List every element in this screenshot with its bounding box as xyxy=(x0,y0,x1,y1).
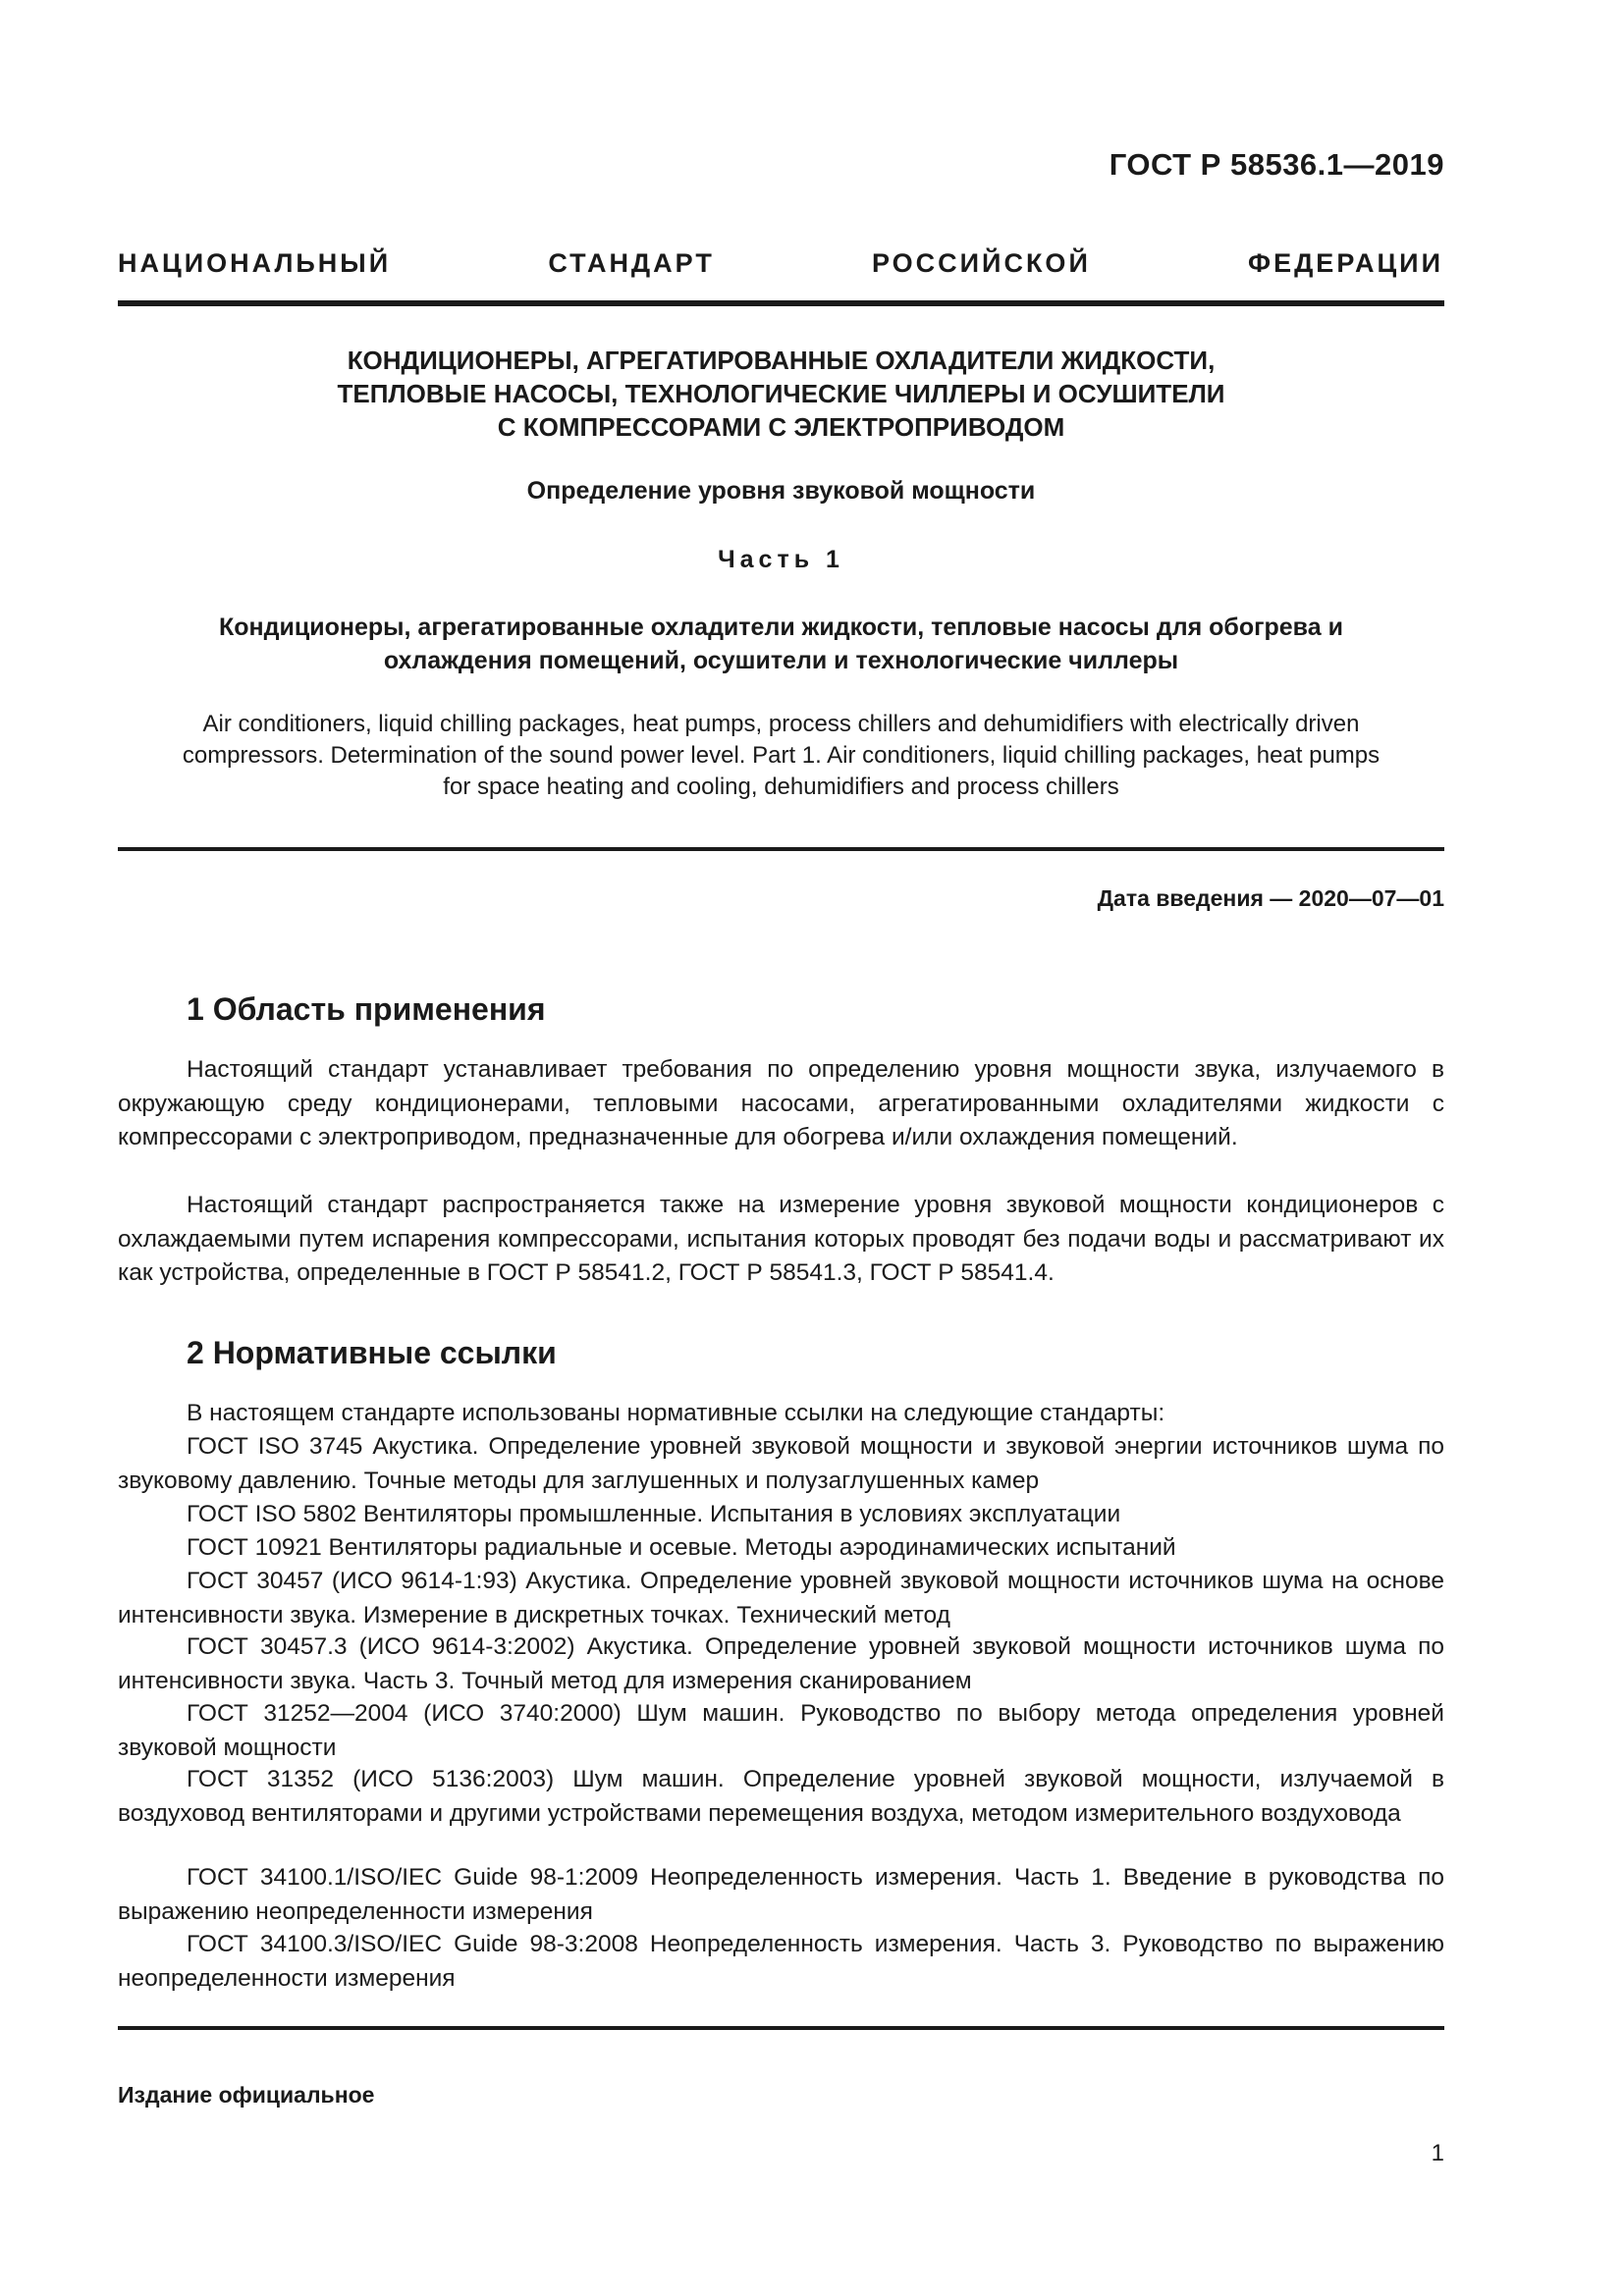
reference-item xyxy=(118,1630,1444,1698)
title-line: С КОМПРЕССОРАМИ С ЭЛЕКТРОПРИВОДОМ xyxy=(497,412,1065,442)
reference-item xyxy=(118,1430,1444,1498)
page-number: 1 xyxy=(1431,2140,1444,2166)
english-title-line: for space heating and cooling, dehumidifiers and process chillers xyxy=(443,774,1119,800)
part-title xyxy=(118,611,1444,677)
footer-rule xyxy=(118,2026,1444,2030)
reference-item xyxy=(118,1565,1444,1632)
paragraph-text: В настоящем стандарте использованы нормативные ссылки на следующие стандарты: xyxy=(187,1400,1165,1426)
reference-item xyxy=(118,1928,1444,1996)
reference-text: ГОСТ ISO 3745 Акустика. Определение уровней звуковой мощности и звуковой энергии источников шума по звуковому давлению. Точные методы для заглушенных и полузаглушенных камер xyxy=(118,1433,1444,1494)
reference-item xyxy=(118,1697,1444,1765)
section-1-heading: 1 Область применения xyxy=(187,991,546,1027)
reference-text: ГОСТ ISO 5802 Вентиляторы промышленные. Испытания в условиях эксплуатации xyxy=(187,1501,1121,1527)
document-number: ГОСТ Р 58536.1—2019 xyxy=(1109,147,1444,182)
title-line: ТЕПЛОВЫЕ НАСОСЫ, ТЕХНОЛОГИЧЕСКИЕ ЧИЛЛЕРЫ И ОСУШИТЕЛИ xyxy=(337,379,1225,408)
part-title-line: Кондиционеры, агрегатированные охладители жидкости, тепловые насосы для обогрева и xyxy=(219,614,1343,641)
paragraph-text: Настоящий стандарт устанавливает требования по определению уровня мощности звука, излучаемого в окружающую среду кондиционерами, тепловыми насосами, агрегатированными охладителями жидкости с компрессорами с электроприводом, предназначенные для обогрева и/или охлаждения помещений. xyxy=(118,1056,1444,1150)
reference-text: ГОСТ 34100.1/ISO/IEC Guide 98-1:2009 Неопределенность измерения. Часть 1. Введение в руководства по выражению неопределенности измерения xyxy=(118,1864,1444,1925)
header-rule xyxy=(118,300,1444,306)
references-intro xyxy=(118,1397,1444,1431)
section-1-paragraph xyxy=(118,1053,1444,1155)
document-subtitle: Определение уровня звуковой мощности xyxy=(526,477,1036,505)
reference-item xyxy=(118,1763,1444,1831)
reference-text: ГОСТ 30457.3 (ИСО 9614-3:2002) Акустика. Определение уровней звуковой мощности источников шума по интенсивности звука. Часть 3. Точный метод для измерения сканированием xyxy=(118,1633,1444,1694)
part-label: Часть 1 xyxy=(718,546,844,573)
national-standard-heading: НАЦИОНАЛЬНЫЙ СТАНДАРТ РОССИЙСКОЙ ФЕДЕРАЦИИ xyxy=(118,248,1443,278)
reference-text: ГОСТ 34100.3/ISO/IEC Guide 98-3:2008 Неопределенность измерения. Часть 3. Руководство по выражению неопределенности измерения xyxy=(118,1931,1444,1992)
official-edition-label: Издание официальное xyxy=(118,2082,375,2108)
title-line: КОНДИЦИОНЕРЫ, АГРЕГАТИРОВАННЫЕ ОХЛАДИТЕЛИ ЖИДКОСТИ, xyxy=(347,346,1216,375)
reference-item xyxy=(118,1861,1444,1929)
reference-text: ГОСТ 31352 (ИСО 5136:2003) Шум машин. Определение уровней звуковой мощности, излучаемой в воздуховод вентиляторами и другими устройствами перемещения воздуха, методом измерительного воздуховода xyxy=(118,1766,1444,1827)
document-title xyxy=(118,344,1444,444)
reference-text: ГОСТ 31252—2004 (ИСО 3740:2000) Шум машин. Руководство по выбору метода определения уровней звуковой мощности xyxy=(118,1700,1444,1761)
reference-item xyxy=(118,1498,1444,1532)
english-title-line: compressors. Determination of the sound power level. Part 1. Air conditioners, liquid chilling packages, heat pumps xyxy=(182,742,1380,769)
reference-item xyxy=(118,1531,1444,1566)
reference-text: ГОСТ 30457 (ИСО 9614-1:93) Акустика. Определение уровней звуковой мощности источников шума на основе интенсивности звука. Измерение в дискретных точках. Технический метод xyxy=(118,1568,1444,1629)
title-rule xyxy=(118,847,1444,851)
english-title xyxy=(137,709,1425,803)
section-1-paragraph xyxy=(118,1189,1444,1291)
paragraph-text: Настоящий стандарт распространяется также на измерение уровня звуковой мощности кондиционеров с охлаждаемыми путем испарения компрессорами, испытания которых проводят без подачи воды и рассматривают их как устройства, определенные в ГОСТ Р 58541.2, ГОСТ Р 58541.3, ГОСТ Р 58541.4. xyxy=(118,1192,1444,1286)
section-2-heading: 2 Нормативные ссылки xyxy=(187,1335,557,1370)
part-title-line: охлаждения помещений, осушители и технологические чиллеры xyxy=(383,647,1179,674)
reference-text: ГОСТ 10921 Вентиляторы радиальные и осевые. Методы аэродинамических испытаний xyxy=(187,1534,1176,1561)
english-title-line: Air conditioners, liquid chilling packages, heat pumps, process chillers and dehumidifiers with electrically driven xyxy=(202,711,1360,737)
introduction-date: Дата введения — 2020—07—01 xyxy=(1097,885,1444,911)
